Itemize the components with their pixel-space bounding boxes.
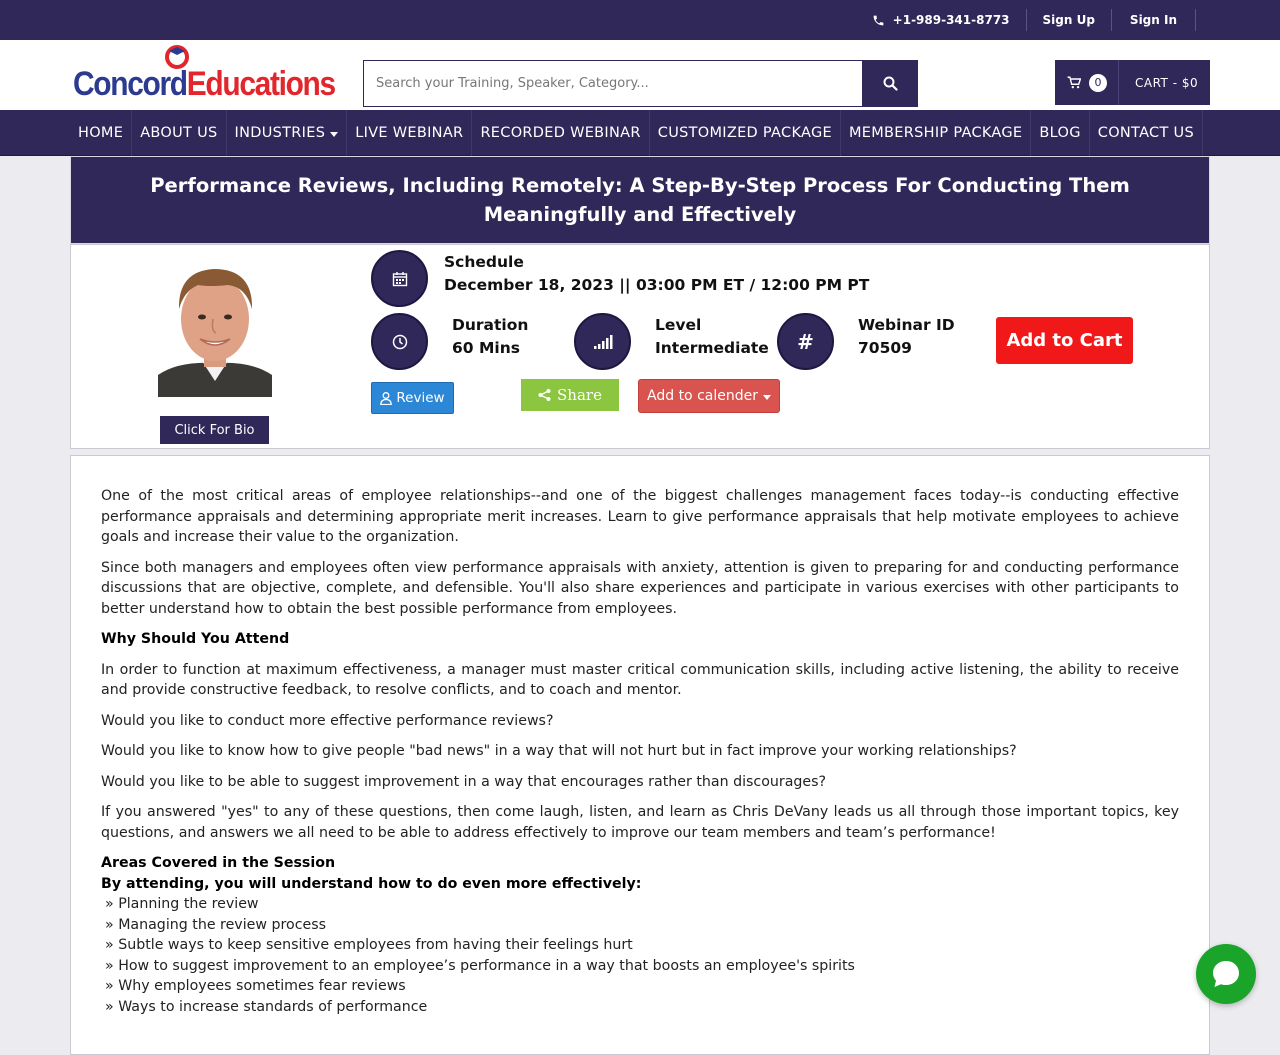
level-badge: [574, 313, 631, 370]
caret-down-icon: [763, 395, 771, 400]
phone-icon: [872, 14, 885, 27]
schedule-label: Schedule: [444, 253, 524, 271]
sign-in-link[interactable]: Sign In: [1112, 9, 1196, 31]
add-to-calendar-dropdown[interactable]: [638, 379, 780, 413]
webinar-id-value: 70509: [858, 339, 912, 357]
section-heading-areas-covered: Areas Covered in the Session: [101, 855, 336, 871]
user-icon: [380, 392, 392, 405]
caret-down-icon: [330, 132, 338, 137]
cart-button[interactable]: [1055, 60, 1210, 105]
share-label: Share: [557, 386, 602, 404]
nav-customized-package[interactable]: CUSTOMIZED PACKAGE: [650, 110, 841, 156]
cart-icon: [1067, 76, 1081, 89]
webinar-info: [70, 244, 1210, 449]
duration-value: 60 Mins: [452, 339, 520, 357]
nav-live-webinar[interactable]: LIVE WEBINAR: [347, 110, 472, 156]
cart-icon-group: [1055, 60, 1119, 105]
phone-link[interactable]: [856, 9, 1027, 31]
description-paragraph: If you answered "yes" to any of these questions, then come laugh, listen, and learn as Chris DeVany leads us all through those important topics, key questions, and answers we all need to be able to address effectively to improve our team members and team’s performance!: [101, 804, 1179, 841]
list-item: » How to suggest improvement to an employee’s performance in a way that boosts an employee's spirits: [105, 957, 855, 974]
header: [0, 40, 1280, 110]
nav-industries-label: INDUSTRIES: [234, 124, 326, 141]
add-to-calendar-label: Add to calender: [647, 388, 758, 404]
review-label: Review: [396, 390, 445, 406]
top-links: [856, 0, 1196, 40]
level-value: Intermediate: [655, 339, 769, 357]
duration-label: Duration: [452, 316, 529, 334]
list-item: » Subtle ways to keep sensitive employees from having their feelings hurt: [105, 937, 633, 953]
search-input[interactable]: [363, 60, 862, 107]
sign-up-link[interactable]: Sign Up: [1027, 9, 1112, 31]
nav-recorded-webinar[interactable]: RECORDED WEBINAR: [472, 110, 649, 156]
nav-home[interactable]: HOME: [70, 110, 132, 156]
nav-industries[interactable]: [227, 110, 348, 156]
clock-icon: [392, 334, 408, 350]
add-to-cart-button[interactable]: Add to Cart: [996, 317, 1133, 364]
nav-about-us[interactable]: ABOUT US: [132, 110, 226, 156]
review-button[interactable]: [371, 382, 454, 414]
section-heading-why-attend: Why Should You Attend: [101, 631, 290, 647]
nav-contact-us[interactable]: CONTACT US: [1090, 110, 1203, 156]
search-bar: [363, 60, 918, 107]
logo[interactable]: [73, 42, 335, 108]
schedule-badge: [371, 250, 428, 307]
calendar-icon: [392, 271, 408, 287]
level-label: Level: [655, 316, 702, 334]
top-bar: [0, 0, 1280, 40]
list-item: » Managing the review process: [105, 916, 327, 933]
cart-count-badge: 0: [1089, 74, 1107, 92]
list-item: » Planning the review: [105, 896, 259, 912]
phone-number: +1-989-341-8773: [892, 13, 1010, 27]
webinar-title: Performance Reviews, Including Remotely: A Step-By-Step Process For Conducting Them Meaningfully and Effectively: [70, 156, 1210, 244]
main-nav: [0, 110, 1280, 156]
hash-icon: #: [797, 329, 814, 354]
search-button[interactable]: [862, 60, 918, 107]
search-icon: [883, 76, 898, 91]
schedule-value: December 18, 2023 || 03:00 PM ET / 12:00 PM PT: [444, 276, 870, 294]
chat-widget-button[interactable]: [1196, 944, 1256, 1004]
list-item: » Why employees sometimes fear reviews: [105, 978, 406, 994]
description-paragraph: Would you like to know how to give people "bad news" in a way that will not hurt but in fact improve your working relationships?: [101, 743, 1017, 759]
description-paragraph: In order to function at maximum effectiveness, a manager must master critical communication skills, including active listening, the ability to receive and provide constructive feedback, to resolve conflicts, and to coach and mentor.: [101, 661, 1179, 698]
nav-blog[interactable]: BLOG: [1031, 110, 1089, 156]
signal-bars-icon: [593, 334, 613, 350]
logo-text: [73, 65, 335, 104]
webinar-id-label: Webinar ID: [858, 316, 955, 334]
section-subheading: By attending, you will understand how to do even more effectively:: [101, 875, 642, 892]
description-paragraph: One of the most critical areas of employee relationships--and one of the biggest challenges management faces today--is conducting effective performance appraisals and determining appropriate merit increases. Learn to give performance appraisals that help motivate employees to achieve goals and increase their value to the organization.: [101, 488, 1179, 545]
duration-badge: [371, 313, 428, 370]
speaker-portrait-icon: [158, 257, 272, 397]
logo-text-educations: Educations: [186, 65, 335, 103]
description-paragraph: Would you like to be able to suggest improvement in a way that encourages rather than discourages?: [101, 773, 827, 790]
description-paragraph: Since both managers and employees often view performance appraisals with anxiety, attention is given to preparing for and conducting performance discussions that are objective, complete, and defensible. You'll also share experiences and participate in various exercises with other participants to better understand how to obtain the best possible performance from employees.: [101, 559, 1179, 617]
share-icon: [538, 389, 551, 401]
speaker-photo: [158, 257, 272, 397]
logo-text-concord: Concord: [73, 65, 187, 103]
nav-membership-package[interactable]: MEMBERSHIP PACKAGE: [841, 110, 1031, 156]
share-button[interactable]: [521, 379, 619, 411]
bio-button[interactable]: Click For Bio: [160, 416, 269, 444]
chat-bubble-icon: [1210, 958, 1242, 990]
list-item: » Ways to increase standards of performance: [105, 998, 428, 1015]
description-paragraph: Would you like to conduct more effective performance reviews?: [101, 712, 554, 729]
cart-label: CART - $0: [1135, 75, 1199, 90]
description-panel: [70, 455, 1210, 1055]
webinar-id-badge: [777, 313, 834, 370]
